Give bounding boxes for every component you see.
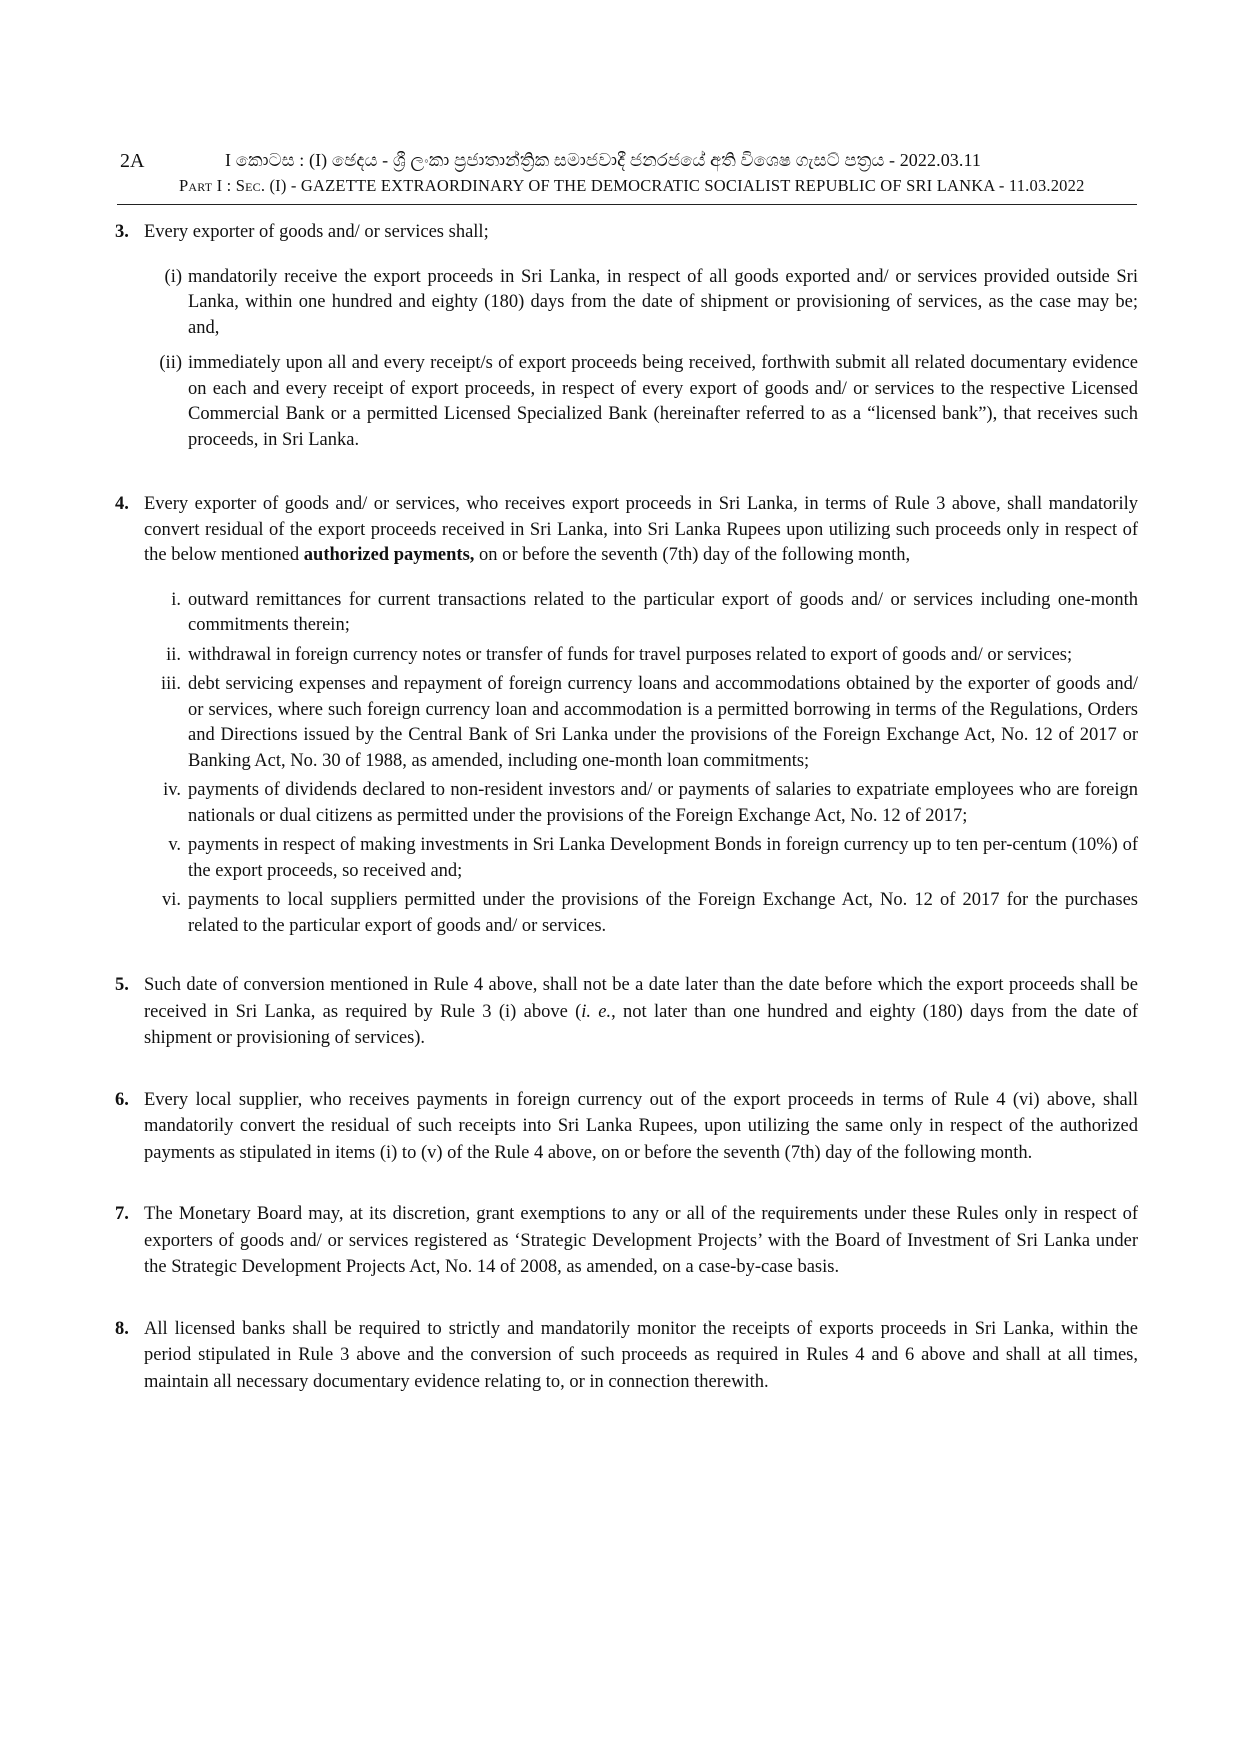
rule-number: 3. (115, 222, 129, 242)
rule-text-bold: authorized payments, (303, 545, 475, 565)
item-number: (ii) (159, 353, 182, 373)
rule-3-item (115, 265, 1138, 342)
rule-4-item (115, 672, 1138, 774)
item-text: payments in respect of making investments in Sri Lanka Development Bonds in foreign currency up to ten per-centum (10%) of the export proceeds, so received and; (188, 835, 1138, 881)
header-english-title: Part I : Sec. (I) - GAZETTE EXTRAORDINARY OF THE DEMOCRATIC SOCIALIST REPUBLIC OF SRI LANKA - 11.03.2022 (179, 176, 1085, 195)
item-text: payments of dividends declared to non-resident investors and/ or payments of salaries to expatriate employees who are foreign nationals or dual citizens as permitted under the provisions of the Foreign Exchange Act, No. 12 of 2017; (188, 780, 1138, 826)
rule-number: 4. (115, 494, 129, 514)
item-number: iii. (160, 674, 181, 694)
item-number: iv. (163, 780, 181, 800)
page-number: 2A (120, 150, 145, 172)
item-number: vi. (161, 890, 181, 910)
item-number: v. (168, 835, 181, 855)
rule-7 (115, 1201, 1138, 1281)
gazette-header (117, 150, 1137, 205)
rule-number: 8. (115, 1318, 129, 1339)
rule-number: 6. (115, 1089, 129, 1110)
rule-3 (115, 220, 1138, 246)
rule-3-item (115, 351, 1138, 453)
rule-6 (115, 1087, 1138, 1167)
rule-text: on or before the seventh (7th) day of the following month, (479, 545, 911, 565)
rule-4-item (115, 888, 1138, 939)
item-text: debt servicing expenses and repayment of foreign currency loans and accommodations obtained by the exporter of goods and/ or services, where such foreign currency loan and accommodation is a permitted borrowing in terms of the Regulations, Orders and Directions issued by the Central Bank of Sri Lanka under the provisions of the Foreign Exchange Act, No. 12 of 2017 or Banking Act, No. 30 of 1988, as amended, including one-month loan commitments; (188, 674, 1138, 771)
item-text: immediately upon all and every receipt/s of export proceeds being received, forthwith submit all related documentary evidence on each and every receipt of export proceeds, in respect of every export of goods and/ or services to the respective Licensed Commercial Bank or a permitted Licensed Specialized Bank (hereinafter referred to as a “licensed bank”), that receives such proceeds, in Sri Lanka. (188, 353, 1138, 450)
rule-4-item (115, 588, 1138, 639)
header-sinhala-title: I කොටස : (I) ඡෙදය - ශ්‍රී ලංකා ප්‍රජාතාන්ත්‍රික සමාජවාදී ජනරජයේ අති විශෙෂ ගැසට් පත්‍රය - 2022.03.11 (225, 150, 982, 170)
rule-4-item (115, 778, 1138, 829)
item-number: i. (171, 589, 181, 610)
rule-4 (115, 492, 1138, 569)
rule-text: Every exporter of goods and/ or services shall; (144, 222, 489, 242)
rule-8 (115, 1316, 1138, 1396)
rule-text: , not later than one hundred and eighty (180) days from the date of shipment or provisioning of services). (144, 1001, 1138, 1048)
rule-text: Every local supplier, who receives payments in foreign currency out of the export proceeds in terms of Rule 4 (vi) above, shall mandatorily convert the residual of such receipts into Sri Lanka Rupees, upon utilizing the same only in respect of the authorized payments as stipulated in items (i) to (v) of the Rule 4 above, on or before the seventh (7th) day of the following month. (144, 1089, 1138, 1163)
rule-4-item (115, 643, 1138, 669)
rule-4-item (115, 833, 1138, 884)
rule-text: Every exporter of goods and/ or services, who receives export proceeds in Sri Lanka, in terms of Rule 3 above, shall mandatorily convert residual of the export proceeds received in Sri Lanka, into Sri Lanka Rupees upon utilizing such proceeds only in respect of the below mentioned (144, 494, 1138, 565)
document-body (115, 220, 1138, 1395)
rule-number: 5. (115, 975, 129, 995)
rule-text: The Monetary Board may, at its discretion, grant exemptions to any or all of the requirements under these Rules only in respect of exporters of goods and/ or services registered as ‘Strategic Development Projects’ with the Board of Investment of Sri Lanka under the Strategic Development Projects Act, No. 14 of 2008, as amended, on a case-by-case basis. (144, 1204, 1138, 1277)
item-text: outward remittances for current transactions related to the particular export of goods and/ or services including one-month commitments therein; (188, 589, 1138, 635)
rule-text: All licensed banks shall be required to strictly and mandatorily monitor the receipts of exports proceeds in Sri Lanka, within the period stipulated in Rule 3 above and the conversion of such proceeds as required in Rules 4 and 6 above and shall at all times, maintain all necessary documentary evidence relating to, or in connection therewith. (144, 1318, 1138, 1392)
rule-number: 7. (115, 1204, 129, 1224)
rule-text: Such date of conversion mentioned in Rule 4 above, shall not be a date later than the date before which the export proceeds shall be received in Sri Lanka, as required by Rule 3 (i) above ( (144, 975, 1138, 1022)
rule-text-italic: i. e. (581, 1001, 612, 1022)
item-number: (i) (164, 266, 182, 287)
rule-5 (115, 972, 1138, 1052)
item-text: mandatorily receive the export proceeds in Sri Lanka, in respect of all goods exported and/ or services provided outside Sri Lanka, within one hundred and eighty (180) days from the date of shipment or provisioning of services, as the case may be; and, (188, 266, 1138, 338)
item-number: ii. (166, 644, 181, 665)
item-text: payments to local suppliers permitted under the provisions of the Foreign Exchange Act, No. 12 of 2017 for the purchases related to the particular export of goods and/ or services. (188, 890, 1138, 936)
item-text: withdrawal in foreign currency notes or transfer of funds for travel purposes related to export of goods and/ or services; (188, 644, 1073, 665)
